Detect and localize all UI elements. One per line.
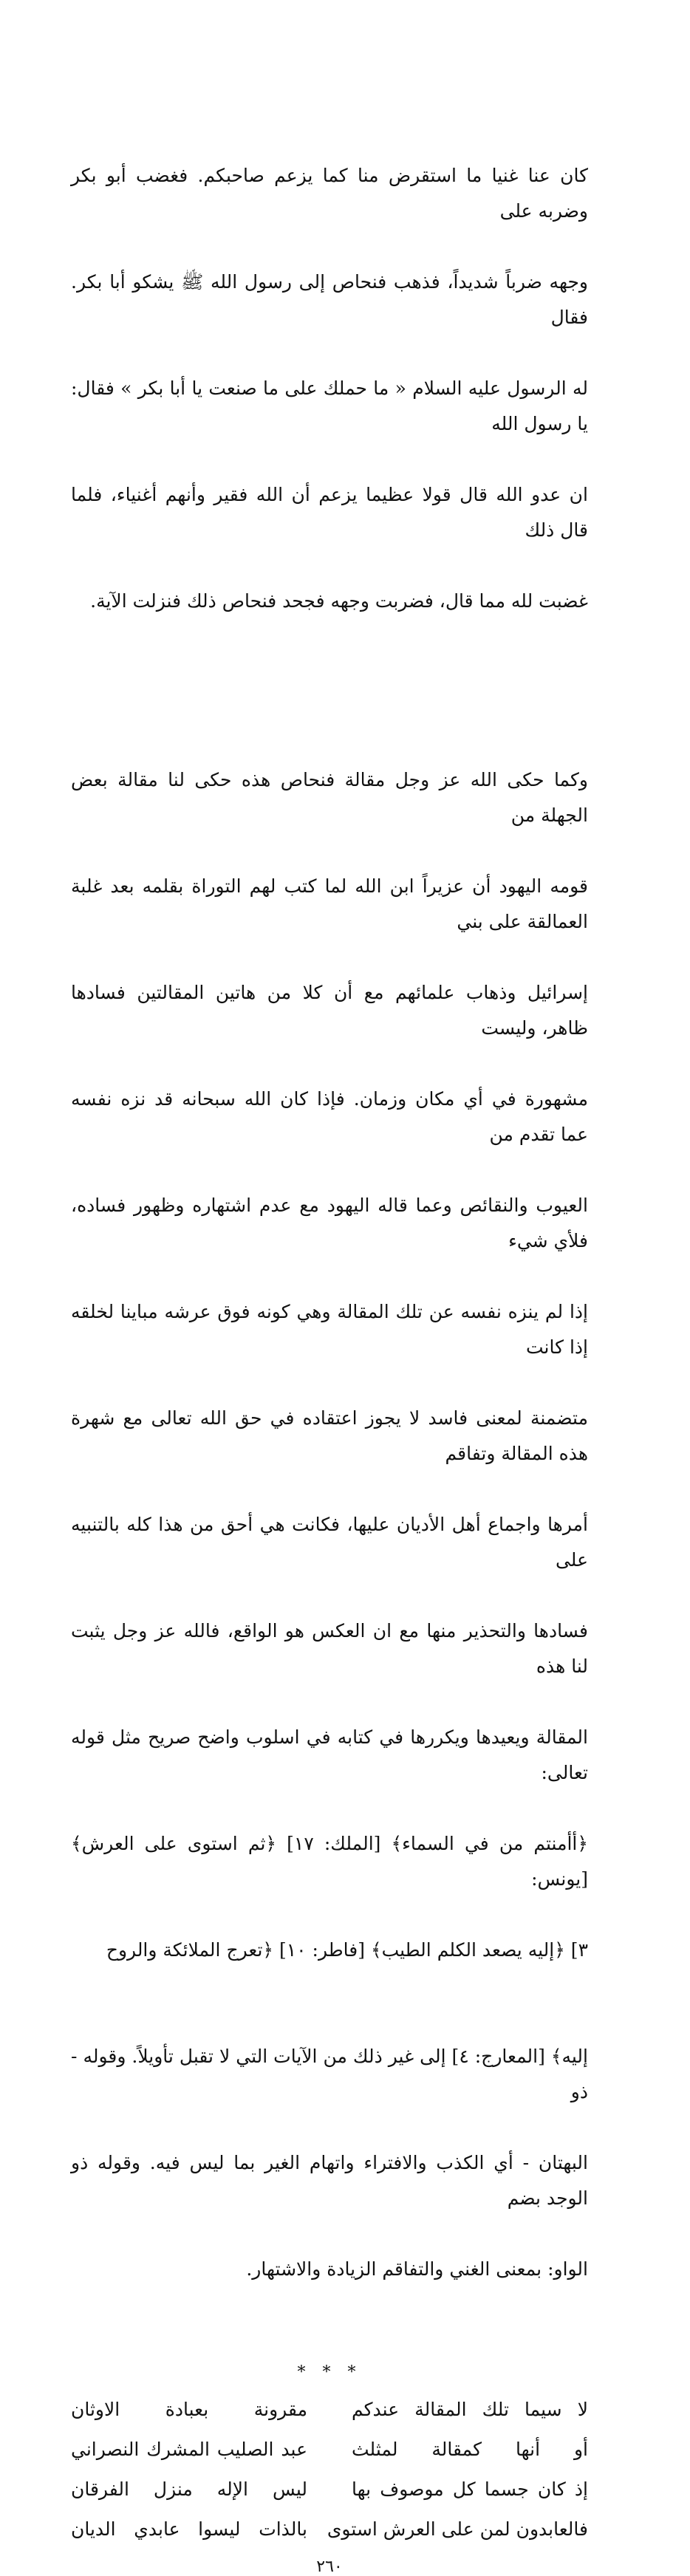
text-line: إسرائيل وذهاب علمائهم مع أن كلا من هاتين المقالتين فسادها ظاهر، وليست	[65, 982, 588, 1039]
poem-second-hemistich: ليس الإله منزل الفرقان	[71, 2478, 307, 2500]
text-line: الواو: بمعنى الغني والتفاقم الزيادة والاشتهار.	[246, 2258, 588, 2280]
text-line: ان عدو الله قال قولا عظيما يزعم أن الله فقير وأنهم أغنياء، فلما قال ذلك	[65, 484, 588, 541]
poem-first-hemistich: إذ كان جسما كل موصوف بها	[352, 2478, 588, 2500]
text-line: مشهورة في أي مكان وزمان. فإذا كان الله سبحانه قد نزه نفسه عما تقدم من	[65, 1088, 588, 1145]
section-separator: * * *	[297, 2363, 362, 2382]
text-line: ٣] ﴿إليه يصعد الكلم الطيب﴾ [فاطر: ١٠] ﴿تعرج الملائكة والروح	[106, 1939, 588, 1961]
poem-verse	[71, 2389, 588, 2429]
text-line: إليه﴾ [المعارج: ٤] إلى غير ذلك من الآيات التي لا تقبل تأويلاً. وقوله - ذو	[65, 2046, 588, 2102]
text-line: إذا لم ينزه نفسه عن تلك المقالة وهي كونه فوق عرشه مباينا لخلقه إذا كانت	[65, 1301, 588, 1358]
poem-second-hemistich: مقرونة بعبادة الاوثان	[71, 2398, 307, 2420]
text-line: أمرها واجماع أهل الأديان عليها، فكانت هي أحق من هذا كله بالتنبيه على	[65, 1514, 588, 1571]
text-line: متضمنة لمعنى فاسد لا يجوز اعتقاده في حق الله تعالى مع شهرة هذه المقالة وتفاقم	[65, 1407, 588, 1464]
poem	[71, 2389, 588, 2549]
text-line: ﴿أأمنتم من في السماء﴾ [الملك: ١٧] ﴿ثم استوى على العرش﴾ [يونس:	[65, 1833, 588, 1890]
poem-first-hemistich: لا سيما تلك المقالة عندكم	[352, 2398, 588, 2420]
poem-second-hemistich: عبد الصليب المشرك النصراني	[71, 2438, 307, 2460]
poem-second-hemistich: بالذات ليسوا عابدي الديان	[71, 2518, 307, 2540]
book-page	[65, 87, 588, 2576]
poem-verse	[71, 2509, 588, 2549]
text-line: غضبت لله مما قال، فضربت وجهه فجحد فنحاص ذلك فنزلت الآية.	[90, 590, 588, 612]
poem-first-hemistich: أو أنها كمقالة لمثلث	[352, 2438, 588, 2460]
paragraph-2	[65, 691, 588, 2358]
text-line: قومه اليهود أن عزيراً ابن الله لما كتب لهم التوراة بقلمه بعد غلبة العمالقة على بني	[65, 875, 588, 932]
text-line: وجهه ضرباً شديداً، فذهب فنحاص إلى رسول الله ﷺ يشكو أبا بكر. فقال	[65, 271, 588, 328]
poem-verse	[71, 2469, 588, 2509]
text-line: وكما حكى الله عز وجل مقالة فنحاص هذه حكى لنا مقالة بعض الجهلة من	[65, 769, 588, 826]
text-line: البهتان - أي الكذب والافتراء واتهام الغير بما ليس فيه. وقوله ذو الوجد بضم	[65, 2152, 588, 2209]
page-number: ٢٦٠	[316, 2558, 343, 2576]
text-line: كان عنا غنيا ما استقرض منا كما يزعم صاحبكم. فغضب أبو بكر وضربه على	[65, 165, 588, 222]
paragraph-1	[65, 87, 588, 690]
poem-first-hemistich: فالعابدون لمن على العرش استوى	[327, 2518, 588, 2540]
text-line: العيوب والنقائص وعما قاله اليهود مع عدم اشتهاره وظهور فساده، فلأي شيء	[65, 1195, 588, 1251]
poem-verse	[71, 2429, 588, 2469]
text-line: المقالة ويعيدها ويكررها في كتابه في اسلوب واضح صريح مثل قوله تعالى:	[65, 1726, 588, 1783]
text-line: فسادها والتحذير منها مع ان العكس هو الواقع، فالله عز وجل يثبت لنا هذه	[65, 1620, 588, 1677]
text-line: له الرسول عليه السلام « ما حملك على ما صنعت يا أبا بكر » فقال: يا رسول الله	[65, 377, 588, 434]
